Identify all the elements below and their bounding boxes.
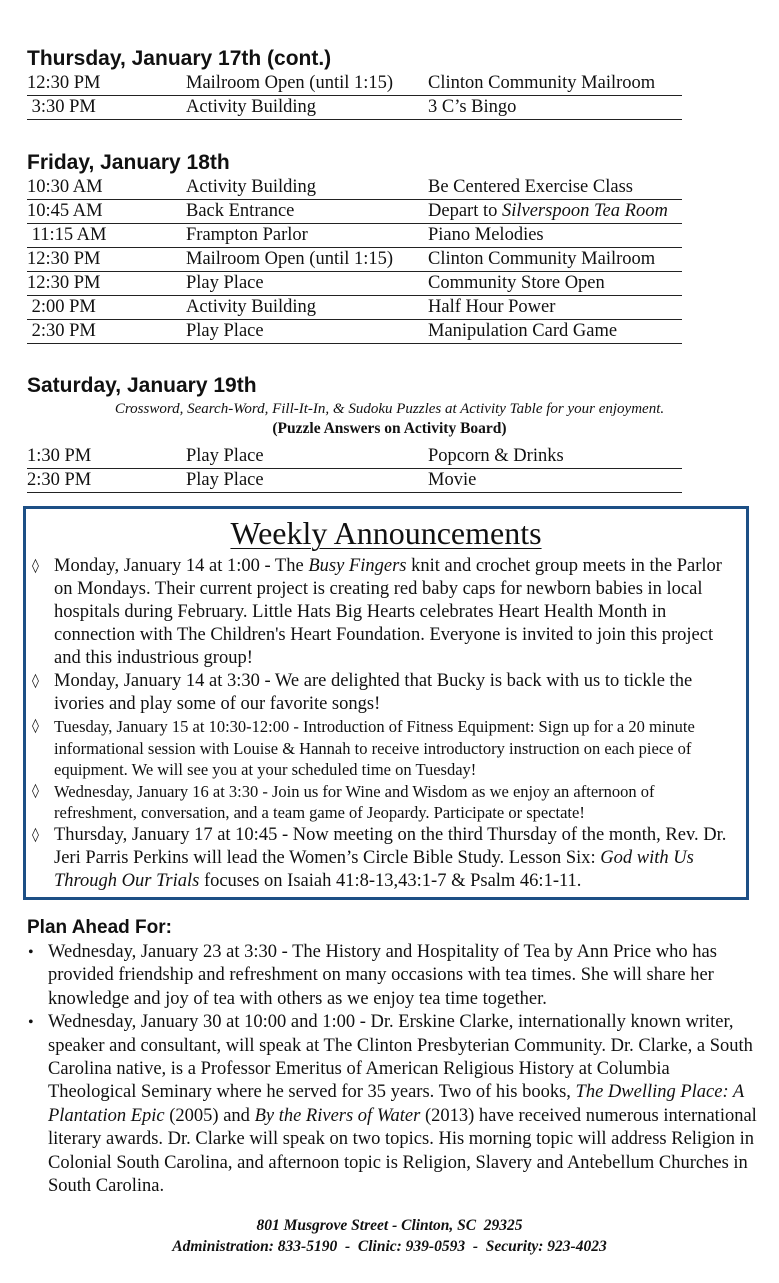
row-time: 12:30 PM <box>27 249 101 269</box>
item-text-post: focuses on Isaiah 41:8-13,43:1-7 & Psalm 46:1-11. <box>199 870 582 891</box>
footer-contacts: Administration: 833-5190 - Clinic: 939-0593 - Security: 923-4023 <box>172 1238 607 1255</box>
footer <box>0 1215 779 1257</box>
saturday-schedule <box>27 445 682 493</box>
row-location: Frampton Parlor <box>186 225 308 245</box>
announcements-box <box>23 506 749 900</box>
diamond-bullet-icon: ◊ <box>32 782 39 799</box>
schedule-row <box>27 272 682 296</box>
schedule-row <box>27 248 682 272</box>
list-item <box>26 670 746 716</box>
item-text-pre: Monday, January 14 at 1:00 - The <box>54 556 309 576</box>
saturday-section <box>0 373 779 493</box>
list-item <box>26 716 746 781</box>
row-location: Back Entrance <box>186 201 295 221</box>
row-time: 2:30 PM <box>27 470 92 490</box>
row-location: Activity Building <box>186 97 317 117</box>
row-event: Movie <box>428 470 477 490</box>
schedule-row <box>27 96 682 120</box>
row-location: Play Place <box>186 273 264 293</box>
item-text-part3: (2013) have received numerous international literary awards. Dr. Clarke will speak on two topics. His morning topic will address Religion in Colonial South Carolina, and afternoon topic is Religion, Slavery and Antebellum Churches in South Carolina. <box>48 1105 757 1197</box>
event-italic: Silverspoon Tea Room <box>501 201 668 221</box>
diamond-bullet-icon: ◊ <box>32 826 39 843</box>
saturday-heading: Saturday, January 19th <box>27 374 257 397</box>
row-event: Clinton Community Mailroom <box>428 73 656 93</box>
item-text: Wednesday, January 23 at 3:30 - The History and Hospitality of Tea by Ann Price who has provided friendship and refreshment on many occasions with tea times. She will share her knowledge and joy of tea with others as we enjoy tea time together. <box>48 942 717 1009</box>
row-location: Activity Building <box>186 297 317 317</box>
row-time: 2:00 PM <box>27 297 96 317</box>
schedule-row <box>27 445 682 469</box>
row-location: Play Place <box>186 321 264 341</box>
item-text: Wednesday, January 16 at 3:30 - Join us for Wine and Wisdom as we enjoy an afternoon of refreshment, conversation, and a team game of Jeopardy. Participate or spectate! <box>54 781 655 822</box>
bullet-icon: • <box>28 1014 34 1032</box>
schedule-row <box>27 469 682 493</box>
diamond-bullet-icon: ◊ <box>32 558 39 574</box>
item-text: Monday, January 14 at 3:30 - We are delighted that Bucky is back with us to tickle the ivories and play some of our favorite songs! <box>54 671 693 714</box>
item-text-part1: Wednesday, January 30 at 10:00 and 1:00 - Dr. Erskine Clarke, internationally known writer, speaker and consultant, will speak at The Clinton Presbyterian Community. Dr. Clarke, a South Carolina native, is a Professor Emeritus of American Religious History at Columbia Theological Seminary where he served for 35 years. Two of his books, <box>48 1012 753 1103</box>
diamond-bullet-icon: ◊ <box>32 718 39 734</box>
thursday-heading: Thursday, January 17th (cont.) <box>27 47 332 70</box>
puzzle-answers-note: (Puzzle Answers on Activity Board) <box>272 420 507 437</box>
row-event: Popcorn & Drinks <box>428 446 564 466</box>
row-event: Piano Melodies <box>428 225 544 245</box>
schedule-row <box>27 320 682 344</box>
event-prefix: Depart to <box>428 201 502 221</box>
row-time: 3:30 PM <box>27 97 96 117</box>
item-text-post: knit and crochet group meets in the Parlor on Mondays. Their current project is creating red baby caps for newborn babies in local hospitals during February. Little Hats Big Hearts celebrates Heart Health Month in connection with The Children's Heart Foundation. Everyone is invited to join this project and this industrious group! <box>54 556 722 668</box>
item-text-part2: (2005) and <box>164 1105 255 1126</box>
friday-heading: Friday, January 18th <box>27 151 230 174</box>
list-item <box>26 555 746 670</box>
row-time: 12:30 PM <box>27 273 101 293</box>
schedule-row <box>27 200 682 224</box>
row-location: Mailroom Open (until 1:15) <box>186 249 394 269</box>
row-event: 3 C’s Bingo <box>428 97 517 117</box>
row-event: Be Centered Exercise Class <box>428 177 633 197</box>
item-text: Tuesday, January 15 at 10:30-12:00 - Introduction of Fitness Equipment: Sign up for a 20 minute informational session with Louise & Hannah to receive introductory instruction on each piece of equipment. We will see you at your scheduled time on Tuesday! <box>54 717 695 779</box>
announcements-list <box>26 555 746 893</box>
list-item <box>27 1011 757 1198</box>
bullet-icon: • <box>28 944 34 961</box>
row-time: 2:30 PM <box>27 321 96 341</box>
friday-schedule <box>27 176 682 344</box>
friday-section <box>0 150 682 344</box>
announcements-title: Weekly Announcements <box>230 515 542 551</box>
row-location: Activity Building <box>186 177 317 197</box>
row-event: Community Store Open <box>428 273 605 293</box>
book-title-2: By the Rivers of Water <box>254 1105 421 1126</box>
schedule-row <box>27 176 682 200</box>
thursday-section <box>0 46 682 120</box>
book-title-1: The Dwelling Place: A Plantation Epic <box>48 1082 744 1126</box>
puzzle-note: Crossword, Search-Word, Fill-It-In, & Sudoku Puzzles at Activity Table for your enjoyment. <box>114 401 665 417</box>
row-event: Half Hour Power <box>428 297 556 317</box>
row-event: Manipulation Card Game <box>428 321 618 341</box>
row-time: 12:30 PM <box>27 73 101 93</box>
footer-address: 801 Musgrove Street - Clinton, SC 29325 <box>256 1217 523 1234</box>
schedule-row <box>27 296 682 320</box>
list-item <box>27 941 757 1011</box>
item-text-italic: Busy Fingers <box>308 556 407 576</box>
row-time: 1:30 PM <box>27 446 92 466</box>
row-location: Play Place <box>186 470 264 490</box>
plan-ahead-list <box>27 941 757 1198</box>
plan-ahead-heading: Plan Ahead For: <box>27 917 172 938</box>
row-event <box>428 200 668 223</box>
schedule-row <box>27 72 682 96</box>
schedule-row <box>27 224 682 248</box>
row-event: Clinton Community Mailroom <box>428 249 656 269</box>
diamond-bullet-icon: ◊ <box>32 673 39 689</box>
row-time: 10:45 AM <box>27 201 103 221</box>
row-time: 11:15 AM <box>27 225 107 245</box>
list-item <box>26 781 746 824</box>
thursday-schedule <box>27 72 682 120</box>
row-time: 10:30 AM <box>27 177 103 197</box>
row-location: Mailroom Open (until 1:15) <box>186 73 394 93</box>
list-item <box>26 824 746 893</box>
item-text-italic: God with Us Through Our Trials <box>54 847 694 891</box>
row-location: Play Place <box>186 446 264 466</box>
item-text-pre: Thursday, January 17 at 10:45 - Now meeting on the third Thursday of the month, Rev. Dr. Jeri Parris Perkins will lead the Women’s Circle Bible Study. Lesson Six: <box>54 824 727 868</box>
